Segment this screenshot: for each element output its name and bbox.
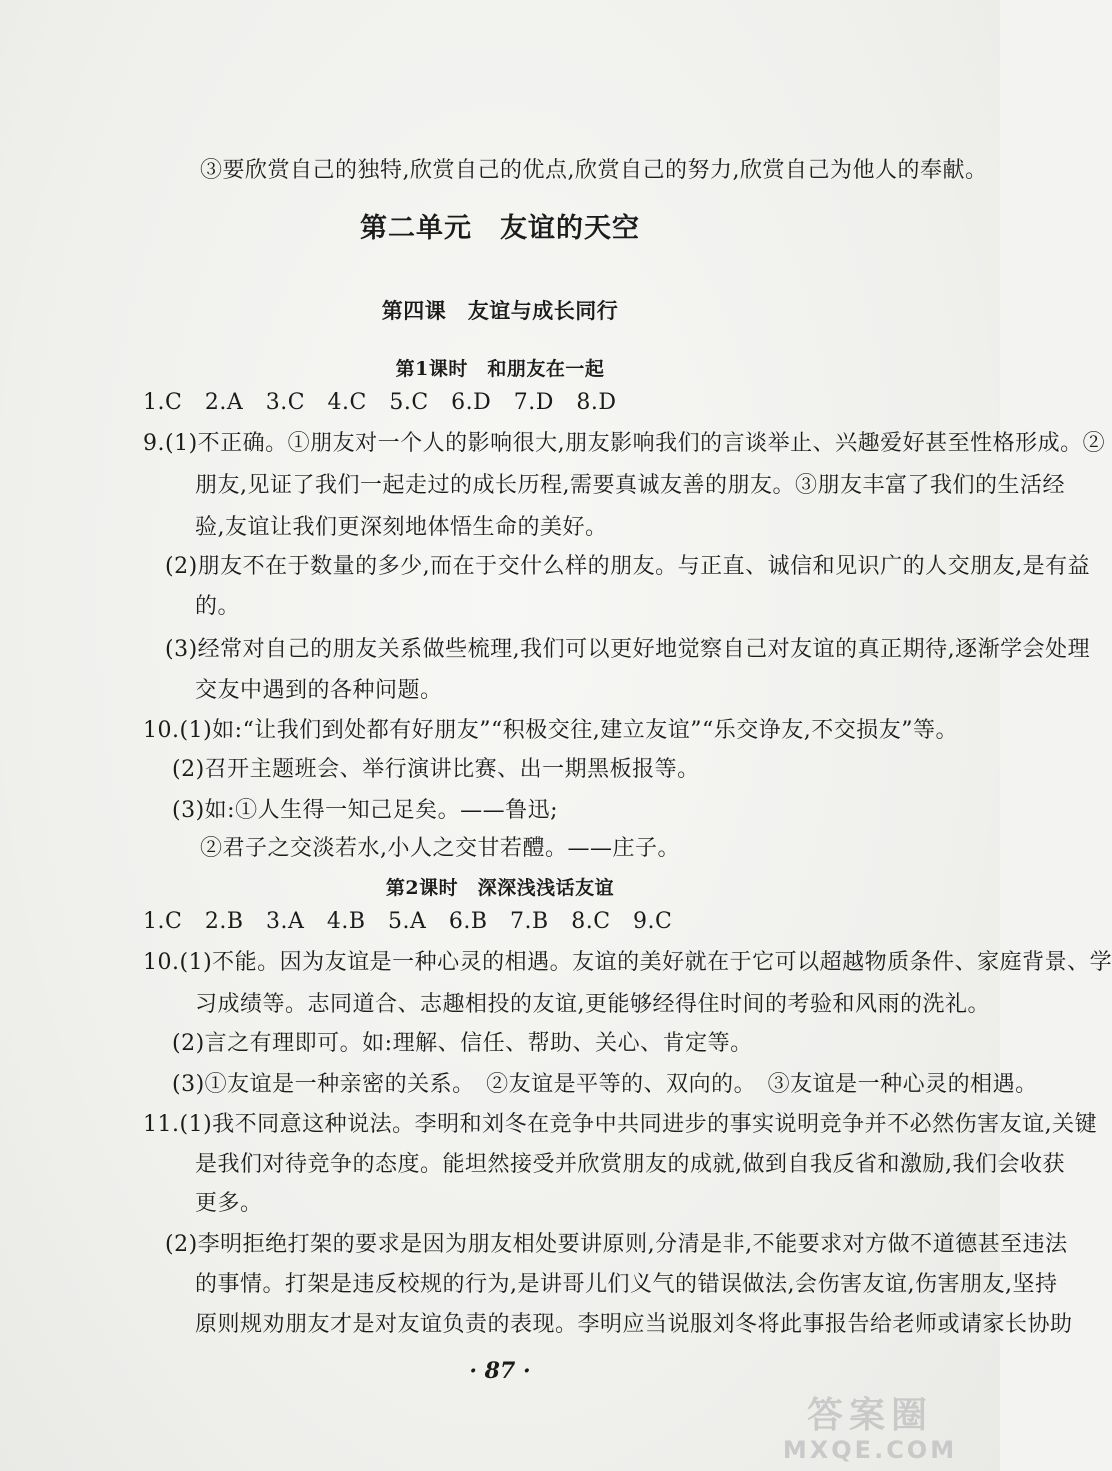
answer-line: 10.(1)不能。因为友谊是一种心灵的相遇。友谊的美好就在于它可以超越物质条件、家庭背景、学 bbox=[143, 950, 1112, 975]
answer-line: 11.(1)我不同意这种说法。李明和刘冬在竞争中共同进步的事实说明竞争并不必然伤害友谊,关键 bbox=[143, 1112, 1098, 1137]
answer-line: ②君子之交淡若水,小人之交甘若醴。——庄子。 bbox=[200, 836, 680, 861]
answer-line: 10.(1)如:“让我们到处都有好朋友”“积极交往,建立友谊”“乐交诤友,不交损友”等。 bbox=[143, 718, 959, 743]
watermark-logo bbox=[770, 1395, 970, 1465]
answer-line: 交友中遇到的各种问题。 bbox=[195, 678, 443, 703]
answer-line: 朋友,见证了我们一起走过的成长历程,需要真诚友善的朋友。③朋友丰富了我们的生活经 bbox=[195, 473, 1065, 498]
answer-line: 习成绩等。志同道合、志趣相投的友谊,更能够经得住时间的考验和风雨的洗礼。 bbox=[195, 992, 990, 1017]
answer-line: (2)朋友不在于数量的多少,而在于交什么样的朋友。与正直、诚信和见识广的人交朋友,是有益 bbox=[165, 554, 1091, 579]
answer-line: 9.(1)不正确。①朋友对一个人的影响很大,朋友影响我们的言谈举止、兴趣爱好甚至性格形成。② bbox=[143, 431, 1106, 456]
period-2-title: 第2课时 深深浅浅话友谊 bbox=[385, 877, 615, 899]
page-number: · 87 · bbox=[469, 1358, 531, 1384]
answer-line: (3)经常对自己的朋友关系做些梳理,我们可以更好地觉察自己对友谊的真正期待,逐渐学会处理 bbox=[165, 637, 1091, 662]
answer-line: (2)李明拒绝打架的要求是因为朋友相处要讲原则,分清是非,不能要求对方做不道德甚至违法 bbox=[165, 1232, 1068, 1257]
answer-line: 的事情。打架是违反校规的行为,是讲哥儿们义气的错误做法,会伤害友谊,伤害朋友,坚持 bbox=[195, 1272, 1058, 1297]
answer-line: (2)召开主题班会、举行演讲比赛、出一期黑板报等。 bbox=[172, 757, 700, 782]
period-2-multiple-choice: 1.C 2.B 3.A 4.B 5.A 6.B 7.B 8.C 9.C bbox=[143, 909, 673, 934]
answer-line: (3)如:①人生得一知己足矣。——鲁迅; bbox=[172, 798, 558, 823]
top-answer-line: ③要欣赏自己的独特,欣赏自己的优点,欣赏自己的努力,欣赏自己为他人的奉献。 bbox=[200, 158, 988, 183]
answer-line: 是我们对待竞争的态度。能坦然接受并欣赏朋友的成就,做到自我反省和激励,我们会收获 bbox=[195, 1152, 1065, 1177]
answer-line: 原则规劝朋友才是对友谊负责的表现。李明应当说服刘冬将此事报告给老师或请家长协助 bbox=[195, 1312, 1073, 1337]
answer-line: (3)①友谊是一种亲密的关系。 ②友谊是平等的、双向的。 ③友谊是一种心灵的相遇。 bbox=[172, 1072, 1038, 1097]
answer-line: 更多。 bbox=[195, 1191, 263, 1216]
answer-line: 的。 bbox=[195, 594, 241, 619]
period-1-multiple-choice: 1.C 2.A 3.C 4.C 5.C 6.D 7.D 8.D bbox=[143, 390, 617, 415]
period-1-title: 第1课时 和朋友在一起 bbox=[395, 358, 605, 380]
watermark-url: MXQE.COM bbox=[782, 1436, 958, 1464]
watermark-text: 答案圈 bbox=[806, 1395, 933, 1436]
answer-line: 验,友谊让我们更深刻地体悟生命的美好。 bbox=[195, 515, 608, 540]
unit-title: 第二单元 友谊的天空 bbox=[360, 213, 640, 244]
answer-line: (2)言之有理即可。如:理解、信任、帮助、关心、肯定等。 bbox=[172, 1031, 753, 1056]
lesson-title: 第四课 友谊与成长同行 bbox=[381, 298, 619, 323]
